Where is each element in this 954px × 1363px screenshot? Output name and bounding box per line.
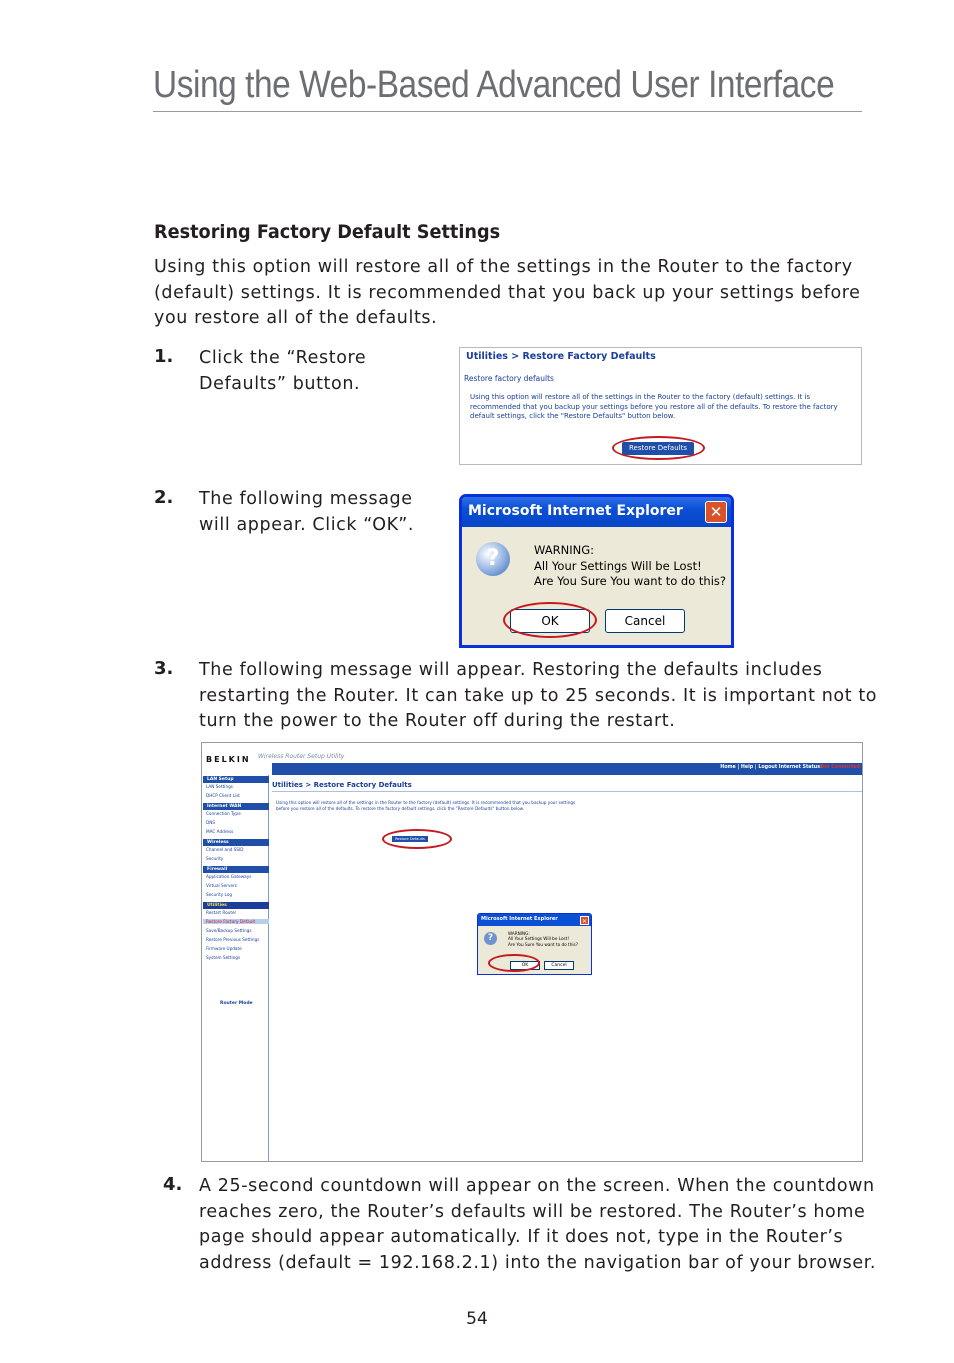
sidebar-item[interactable]: Restore Factory Default [203,919,269,924]
sidebar-item[interactable]: Restore Previous Settings [206,937,260,942]
ie-warning-dialog [459,494,734,648]
step-3-text: The following message will appear. Restoring the defaults includes restarting the Router. It can take up to 25 seconds. It is important not to turn the power to the Router off during the restart. [199,660,878,731]
highlight-circle [612,436,705,460]
screenshot1-title: Utilities > Restore Factory Defaults [466,351,656,362]
step-4-text: A 25-second countdown will appear on the screen. When the countdown reaches zero, the Router’s defaults will be restored. The Router’s home page should appear automatically. If it does not, type in the Router’s address (default = 192.168.2.1) into the navigation bar of your browser. [199,1176,877,1273]
restore-defaults-screenshot [459,347,862,465]
sidebar-item[interactable]: Firmware Update [206,946,242,951]
inner-page-description: Using this option will restore all of the settings in the Router to the factory (default) settings. It is recommended that you backup your settings before you restore all of the defaults. To restore the factory default settings, click the "Restore Defaults" button below. [276,800,576,811]
sidebar-item[interactable]: Save/Backup Settings [206,928,252,933]
dialog-title: Microsoft Internet Explorer [468,503,683,519]
sidebar-item[interactable]: System Settings [206,955,241,960]
sidebar-section-heading: Utilities [203,902,269,909]
mini-warning-line-2: All Your Settings Will be Lost! [508,936,570,942]
sidebar-item[interactable]: Connection Type [206,811,241,816]
belkin-logo: BELKIN [206,755,251,764]
top-nav-links[interactable]: Home | Help | Logout Internet Status: [720,765,822,770]
step-1-number: 1. [154,346,174,367]
warning-line-3: Are You Sure You want to do this? [534,574,727,588]
sidebar-item[interactable]: DHCP Client List [206,793,240,798]
sidebar-item[interactable]: Application Gateways [206,874,252,879]
title-divider [153,111,862,112]
sidebar-item[interactable]: DNS [206,820,216,825]
sidebar-section-heading: Internet WAN [203,803,269,810]
sidebar-item[interactable]: Security [206,856,224,861]
sidebar-item[interactable]: Security Log [206,892,233,897]
inner-restore-button[interactable]: Restore Defaults [392,836,428,842]
mini-ok-button[interactable]: OK [510,961,540,970]
mini-warning-line-3: Are You Sure You want to do this? [508,941,578,947]
step-3-number: 3. [154,658,174,679]
cancel-button[interactable]: Cancel [605,609,685,633]
sidebar-item[interactable]: Virtual Servers [206,883,237,888]
brand-tagline: Wireless Router Setup Utility [258,753,345,760]
mini-question-icon: ? [484,932,497,945]
screenshot1-description: Using this option will restore all of the settings in the Router to the factory (default) settings. It is recommended that you backup your settings before you restore all of the defaults. To restore the factory default settings, click the "Restore Defaults" button below. [470,393,838,420]
intro-paragraph: Using this option will restore all of the settings in the Router to the factory (default) settings. It is recommended that you back up your settings before you restore all of the defaults. [154,257,861,328]
sidebar-item[interactable]: MAC Address [206,829,234,834]
mini-cancel-button[interactable]: Cancel [544,961,574,970]
dialog-warning [534,543,726,590]
page-title: Using the Web-Based Advanced User Interface [153,64,835,106]
sidebar-section-heading: Wireless [203,839,269,846]
mini-warning-line-1: WARNING: [508,931,530,936]
step-4-number: 4. [163,1174,183,1195]
sidebar-item[interactable]: Channel and SSID [206,847,244,852]
screenshot1-subtitle: Restore factory defaults [464,374,554,383]
step-2-text: The following message will appear. Click “OK”. [199,489,415,535]
ok-button[interactable]: OK [510,609,590,633]
internet-status: Not Connected [820,765,860,770]
sidebar-item[interactable]: LAN Settings [206,784,233,789]
sidebar-section-heading: Firewall [203,866,269,873]
step-2-number: 2. [154,487,174,508]
mini-close-icon[interactable]: ✕ [581,917,588,925]
warning-line-1: WARNING: [534,543,594,557]
sidebar-section-heading: LAN Setup [203,776,269,783]
warning-line-2: All Your Settings Will be Lost! [534,558,702,573]
step-1-text: Click the “Restore Defaults” button. [199,348,367,394]
highlight-circle [503,602,597,638]
question-icon: ? [476,542,510,576]
page-number: 54 [466,1309,488,1329]
inner-title-divider [272,791,862,792]
highlight-circle [382,829,452,849]
inner-page-title: Utilities > Restore Factory Defaults [272,781,412,789]
highlight-circle [488,954,540,972]
sidebar [202,775,269,1161]
close-icon[interactable]: ✕ [705,501,727,523]
restore-defaults-button[interactable]: Restore Defaults [622,442,694,455]
router-mode-label: Router Mode [220,1001,253,1006]
sidebar-item[interactable]: Restart Router [206,910,237,915]
router-restart-screenshot [201,742,863,1162]
mini-dialog-title: Microsoft Internet Explorer [481,916,558,922]
mini-dialog-warning [508,931,578,947]
section-heading: Restoring Factory Default Settings [154,221,501,243]
